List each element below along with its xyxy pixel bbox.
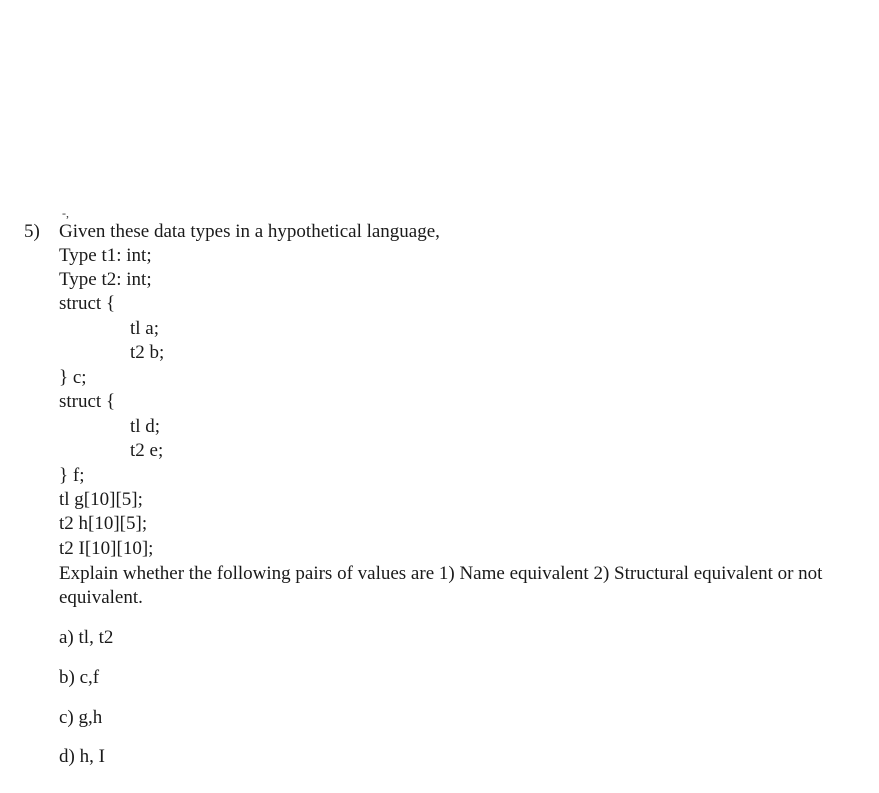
code-line-field-b: t2 b; <box>130 342 165 363</box>
code-line-struct-c-close: } c; <box>59 367 87 388</box>
question-number: 5) <box>24 221 40 242</box>
code-line-struct-c-open: struct { <box>59 293 116 314</box>
option-c: c) g,h <box>59 707 103 728</box>
option-d: d) h, I <box>59 746 105 767</box>
question-stem: Given these data types in a hypothetical language, <box>59 221 440 242</box>
code-line-struct-f-open: struct { <box>59 391 116 412</box>
code-line-field-d: tl d; <box>130 416 161 437</box>
code-line-array-h: t2 h[10][5]; <box>59 513 148 534</box>
code-line-field-a: tl a; <box>130 318 160 339</box>
scan-artifact: -, <box>62 206 69 220</box>
option-b: b) c,f <box>59 667 100 688</box>
code-line-field-e: t2 e; <box>130 440 164 461</box>
instruction-line-1: Explain whether the following pairs of values are 1) Name equivalent 2) Structural equivalent or not <box>59 563 823 584</box>
code-line-type-t2: Type t2: int; <box>59 269 152 290</box>
code-line-array-i: t2 I[10][10]; <box>59 538 154 559</box>
code-line-type-t1: Type t1: int; <box>59 245 152 266</box>
code-line-array-g: tl g[10][5]; <box>59 489 143 510</box>
code-line-struct-f-close: } f; <box>59 465 85 486</box>
option-a: a) tl, t2 <box>59 627 114 648</box>
instruction-line-2: equivalent. <box>59 587 143 608</box>
